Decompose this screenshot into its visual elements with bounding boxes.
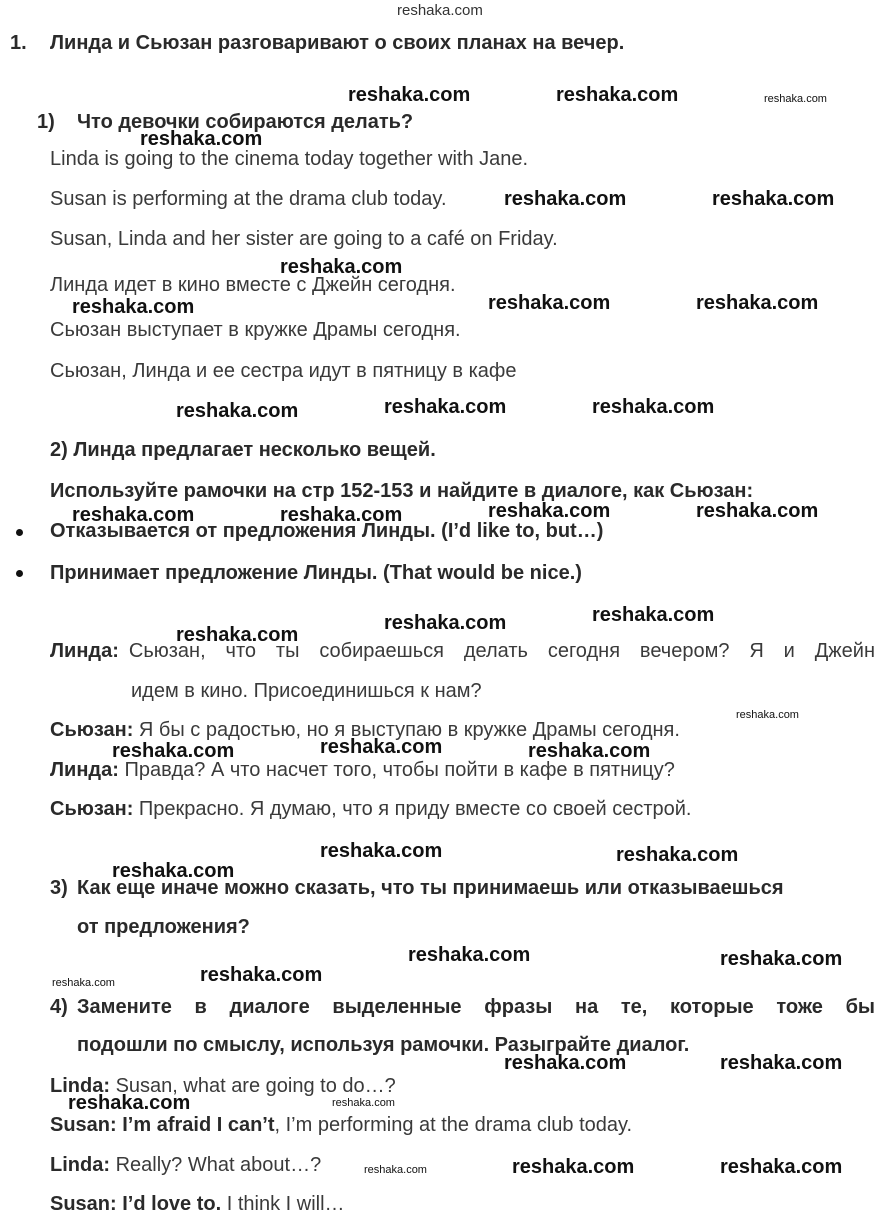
watermark: reshaka.com xyxy=(488,292,611,314)
watermark: reshaka.com xyxy=(720,1156,843,1178)
watermark: reshaka.com xyxy=(280,504,403,526)
q3-number: 3) xyxy=(50,877,68,899)
dialog-ru-text-4: Прекрасно. Я думаю, что я приду вместе со своей сестрой. xyxy=(138,798,692,820)
watermark: reshaka.com xyxy=(200,964,323,986)
speaker-susan: Сьюзан: xyxy=(50,798,134,820)
q1-line-1: Linda is going to the cinema today together with Jane. xyxy=(50,148,529,170)
q1-line-4: Линда идет в кино вместе с Джейн сегодня. xyxy=(50,274,456,296)
watermark: reshaka.com xyxy=(512,1156,635,1178)
watermark: reshaka.com xyxy=(720,1052,843,1074)
watermark: reshaka.com xyxy=(488,500,611,522)
speaker-linda-en: Linda: xyxy=(50,1154,110,1176)
speaker-linda: Линда: xyxy=(50,640,119,662)
watermark: reshaka.com xyxy=(696,292,819,314)
q1-line-2: Susan is performing at the drama club today. xyxy=(50,188,447,210)
q3-line-1: Как еще иначе можно сказать, что ты принимаешь или отказываешься xyxy=(77,877,784,899)
speaker-linda-en: Linda: xyxy=(50,1075,110,1097)
q4-line-1: Замените в диалоге выделенные фразы на те, которые тоже бы xyxy=(77,996,875,1018)
q3-line-2: от предложения? xyxy=(77,916,250,938)
q1-title: Что девочки собираются делать? xyxy=(77,111,414,133)
dialog-en-text-4: I think I will… xyxy=(226,1193,345,1215)
watermark: reshaka.com xyxy=(72,296,195,318)
q1-line-6: Сьюзан, Линда и ее сестра идут в пятницу в кафе xyxy=(50,360,517,382)
dialog-ru-line-1 xyxy=(50,640,875,663)
speaker-susan-en: Susan: xyxy=(50,1114,117,1136)
watermark: reshaka.com xyxy=(280,256,403,278)
watermark: reshaka.com xyxy=(504,188,627,210)
watermark: reshaka.com xyxy=(712,188,835,210)
q2-bullet-1: Отказывается от предложения Линды. (I’d like to, but…) xyxy=(50,520,604,542)
watermark: reshaka.com xyxy=(764,93,827,105)
watermark: reshaka.com xyxy=(364,1164,427,1176)
q2-title: 2) Линда предлагает несколько вещей. xyxy=(50,439,436,461)
highlighted-phrase: I’m afraid I can’t xyxy=(122,1114,275,1136)
watermark: reshaka.com xyxy=(332,1097,395,1109)
dialog-ru-line-4 xyxy=(50,798,691,821)
q1-number: 1) xyxy=(37,111,55,133)
dialog-ru-text-3: Правда? А что насчет того, чтобы пойти в кафе в пятницу? xyxy=(124,759,675,781)
watermark: reshaka.com xyxy=(320,840,443,862)
watermark: reshaka.com xyxy=(528,740,651,762)
watermark: reshaka.com xyxy=(320,736,443,758)
dialog-en-line-4 xyxy=(50,1193,345,1216)
watermark-top[interactable]: reshaka.com xyxy=(397,2,483,19)
watermark: reshaka.com xyxy=(68,1092,191,1114)
watermark: reshaka.com xyxy=(720,948,843,970)
dialog-ru-text-2: Я бы с радостью, но я выступаю в кружке Драмы сегодня. xyxy=(138,719,680,741)
watermark: reshaka.com xyxy=(736,709,799,721)
q2-instruction: Используйте рамочки на стр 152-153 и найдите в диалоге, как Сьюзан: xyxy=(50,480,754,502)
watermark: reshaka.com xyxy=(592,604,715,626)
bullet-dot xyxy=(16,529,23,536)
q4-number: 4) xyxy=(50,996,68,1018)
task-number: 1. xyxy=(10,32,27,54)
watermark: reshaka.com xyxy=(592,396,715,418)
task-title: Линда и Сьюзан разговаривают о своих планах на вечер. xyxy=(50,32,625,54)
dialog-en-text-1: Susan, what are going to do…? xyxy=(115,1075,396,1097)
watermark: reshaka.com xyxy=(504,1052,627,1074)
watermark: reshaka.com xyxy=(384,396,507,418)
dialog-ru-text-1: Сьюзан, что ты собираешься делать сегодня вечером? Я и Джейн xyxy=(128,640,875,662)
speaker-susan-en: Susan: xyxy=(50,1193,117,1215)
bullet-dot xyxy=(16,570,23,577)
speaker-susan: Сьюзан: xyxy=(50,719,134,741)
dialog-en-text-2: , I’m performing at the drama club today. xyxy=(274,1114,633,1136)
dialog-en-line-3 xyxy=(50,1154,321,1177)
watermark: reshaka.com xyxy=(176,624,299,646)
q1-line-5: Сьюзан выступает в кружке Драмы сегодня. xyxy=(50,319,461,341)
watermark: reshaka.com xyxy=(616,844,739,866)
q4-line-1-wrap xyxy=(77,996,875,1019)
q2-bullet-2: Принимает предложение Линды. (That would be nice.) xyxy=(50,562,582,584)
watermark: reshaka.com xyxy=(348,84,471,106)
watermark: reshaka.com xyxy=(72,504,195,526)
watermark: reshaka.com xyxy=(696,500,819,522)
speaker-linda: Линда: xyxy=(50,759,119,781)
dialog-en-text-3: Really? What about…? xyxy=(115,1154,322,1176)
q4-line-2: подошли по смыслу, используя рамочки. Разыграйте диалог. xyxy=(77,1034,690,1056)
watermark: reshaka.com xyxy=(384,612,507,634)
watermark: reshaka.com xyxy=(556,84,679,106)
dialog-en-line-2 xyxy=(50,1114,632,1137)
highlighted-phrase: I’d love to. xyxy=(122,1193,222,1215)
q1-line-3: Susan, Linda and her sister are going to a café on Friday. xyxy=(50,228,558,250)
dialog-ru-line-1-cont: идем в кино. Присоединишься к нам? xyxy=(131,680,482,702)
watermark: reshaka.com xyxy=(112,740,235,762)
watermark: reshaka.com xyxy=(140,128,263,150)
watermark: reshaka.com xyxy=(176,400,299,422)
watermark: reshaka.com xyxy=(112,860,235,882)
watermark: reshaka.com xyxy=(52,977,115,989)
watermark: reshaka.com xyxy=(408,944,531,966)
